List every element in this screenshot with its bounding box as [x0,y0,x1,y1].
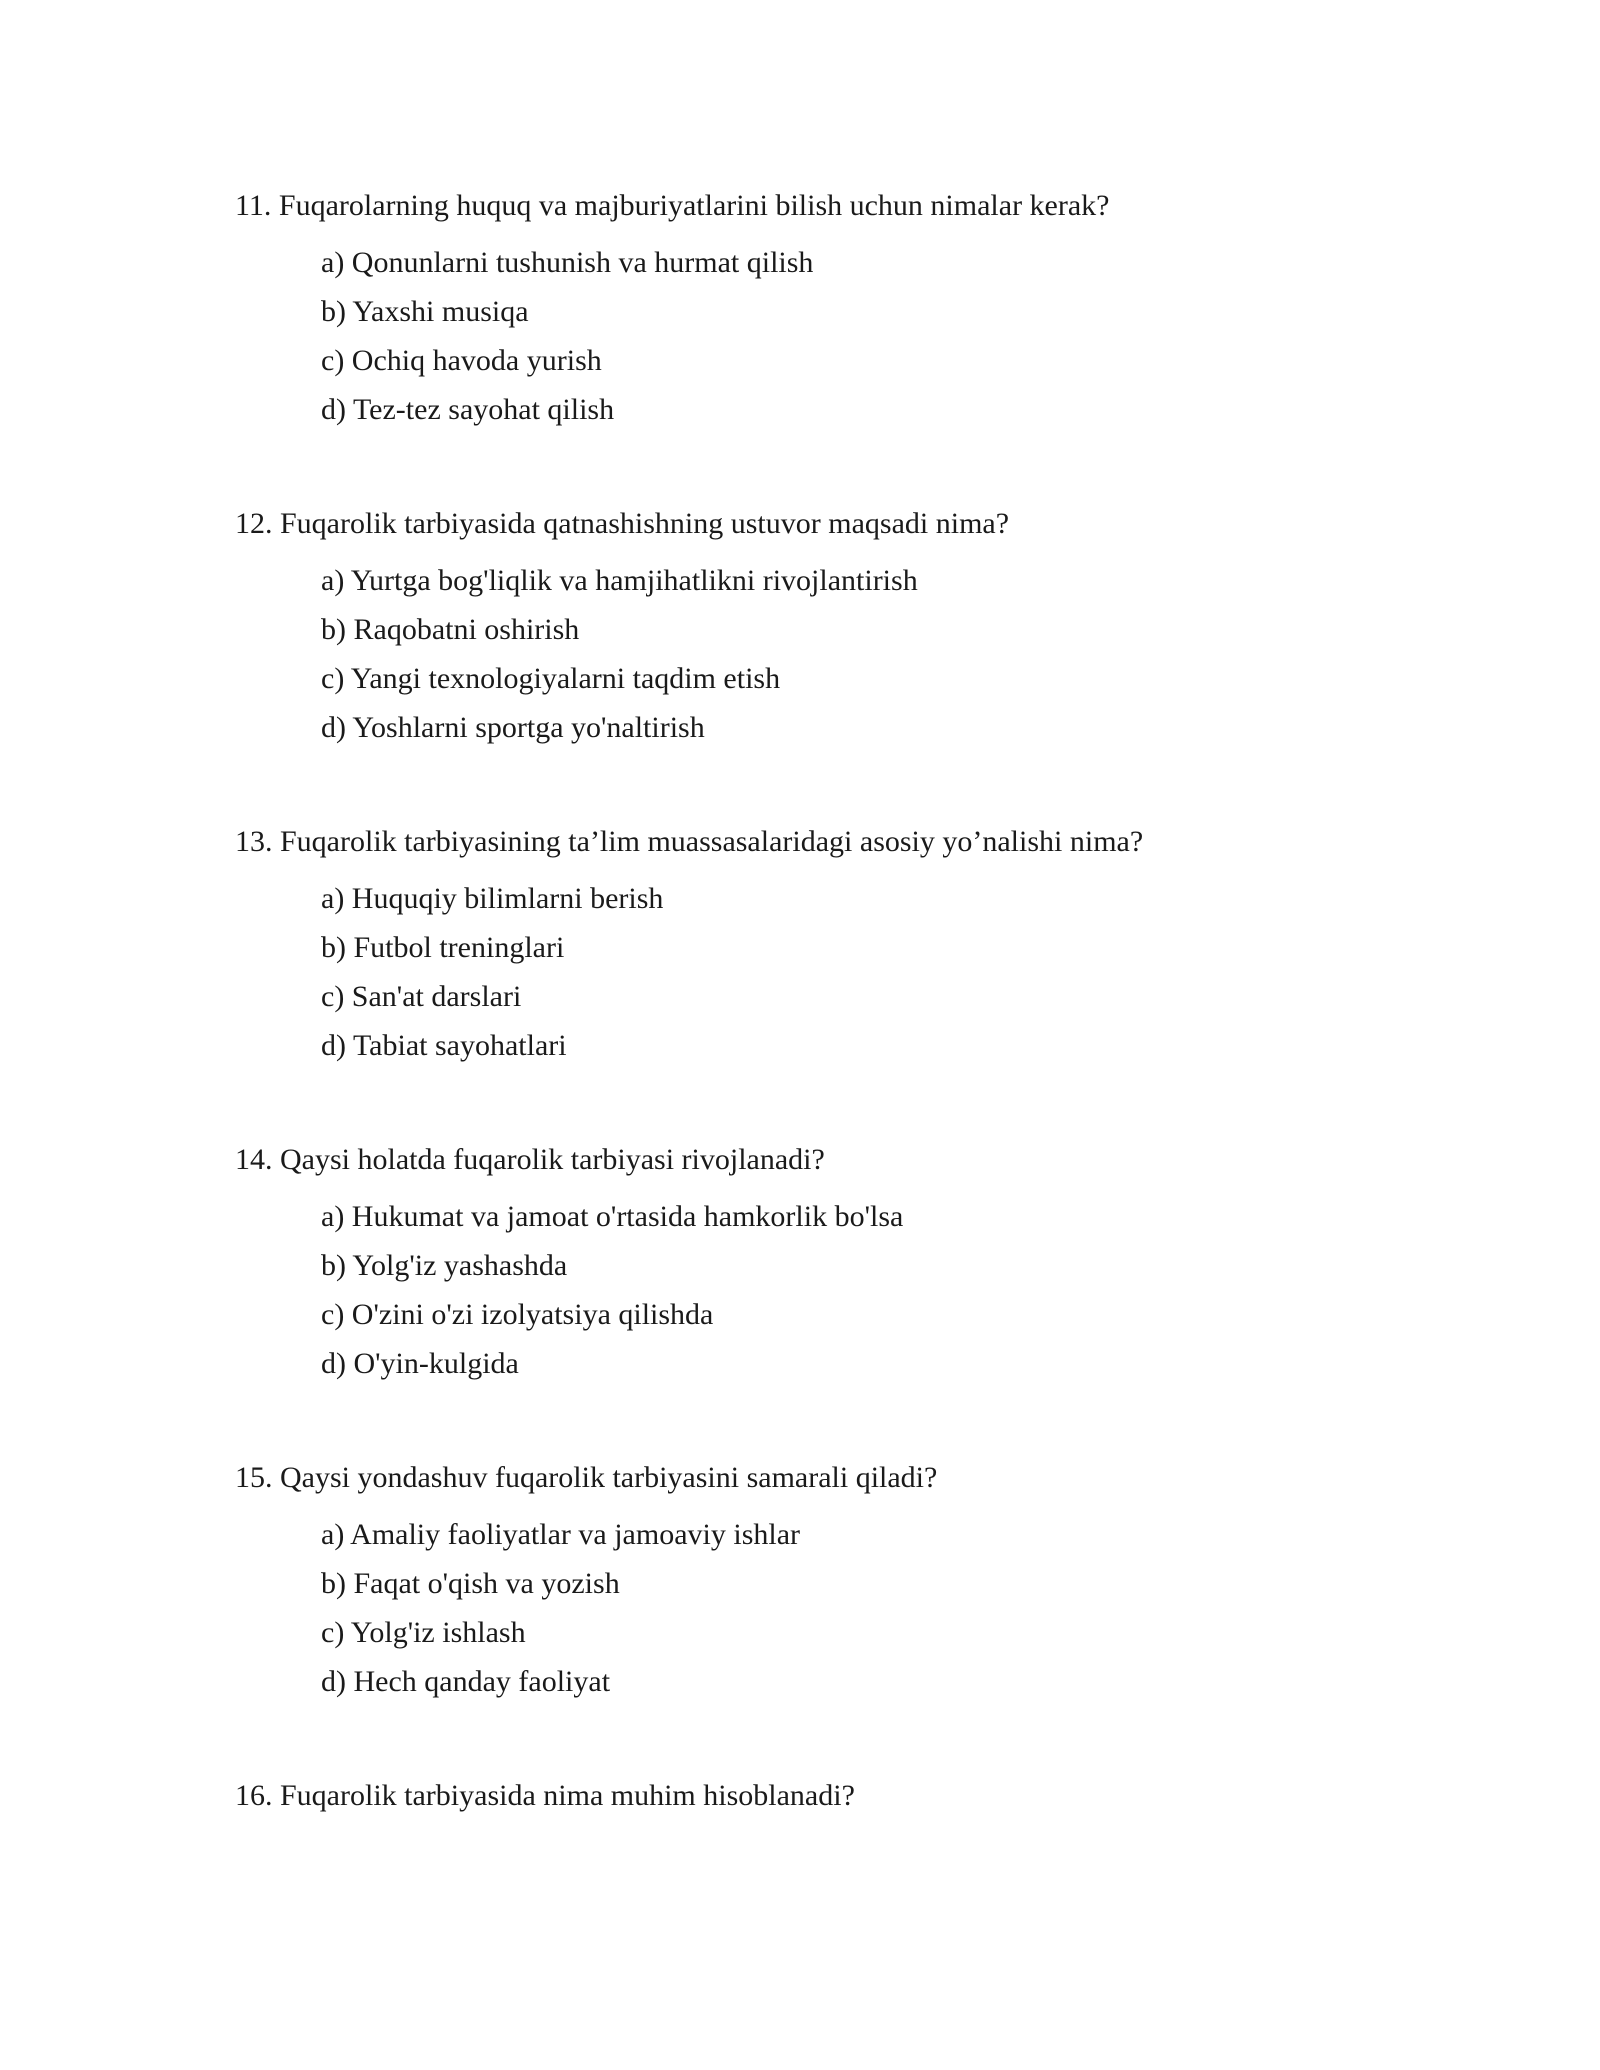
answer-option-c: c) Ochiq havoda yurish [321,344,602,377]
answer-option-c: c) Yangi texnologiyalarni taqdim etish [321,662,781,695]
answer-option-d: d) Yoshlarni sportga yo'naltirish [321,711,705,744]
answer-option-a: a) Yurtga bog'liqlik va hamjihatlikni rivojlantirish [321,564,918,597]
answer-options [235,243,1435,430]
answer-option-d: d) Tez-tez sayohat qilish [321,393,615,426]
question-15 [235,1458,1435,1702]
answer-option-c: c) O'zini o'zi izolyatsiya qilishda [321,1298,714,1331]
question-16 [235,1776,1435,1816]
question-12 [235,504,1435,748]
question-14 [235,1140,1435,1384]
question-list [235,186,1435,1890]
answer-option-b: b) Yaxshi musiqa [321,295,529,328]
answer-option-c: c) Yolg'iz ishlash [321,1616,526,1649]
answer-option-a: a) Qonunlarni tushunish va hurmat qilish [321,246,814,279]
answer-option-b: b) Faqat o'qish va yozish [321,1567,620,1600]
question-text: 11. Fuqarolarning huquq va majburiyatlarini bilish uchun nimalar kerak? [235,189,1110,222]
answer-option-b: b) Futbol treninglari [321,931,565,964]
answer-option-a: a) Hukumat va jamoat o'rtasida hamkorlik bo'lsa [321,1200,904,1233]
answer-options [235,1515,1435,1702]
answer-option-b: b) Yolg'iz yashashda [321,1249,568,1282]
answer-option-a: a) Huquqiy bilimlarni berish [321,882,664,915]
question-11 [235,186,1435,430]
question-text: 13. Fuqarolik tarbiyasining ta’lim muassasalaridagi asosiy yo’nalishi nima? [235,825,1144,858]
answer-option-a: a) Amaliy faoliyatlar va jamoaviy ishlar [321,1518,801,1551]
answer-option-d: d) O'yin-kulgida [321,1347,519,1380]
answer-option-d: d) Tabiat sayohatlari [321,1029,567,1062]
answer-option-b: b) Raqobatni oshirish [321,613,580,646]
question-text: 16. Fuqarolik tarbiyasida nima muhim hisoblanadi? [235,1779,855,1812]
answer-options [235,1197,1435,1384]
answer-option-d: d) Hech qanday faoliyat [321,1665,611,1698]
question-text: 12. Fuqarolik tarbiyasida qatnashishning ustuvor maqsadi nima? [235,507,1010,540]
answer-options [235,561,1435,748]
answer-options [235,879,1435,1066]
answer-option-c: c) San'at darslari [321,980,522,1013]
question-13 [235,822,1435,1066]
question-text: 14. Qaysi holatda fuqarolik tarbiyasi rivojlanadi? [235,1143,825,1176]
question-text: 15. Qaysi yondashuv fuqarolik tarbiyasini samarali qiladi? [235,1461,938,1494]
